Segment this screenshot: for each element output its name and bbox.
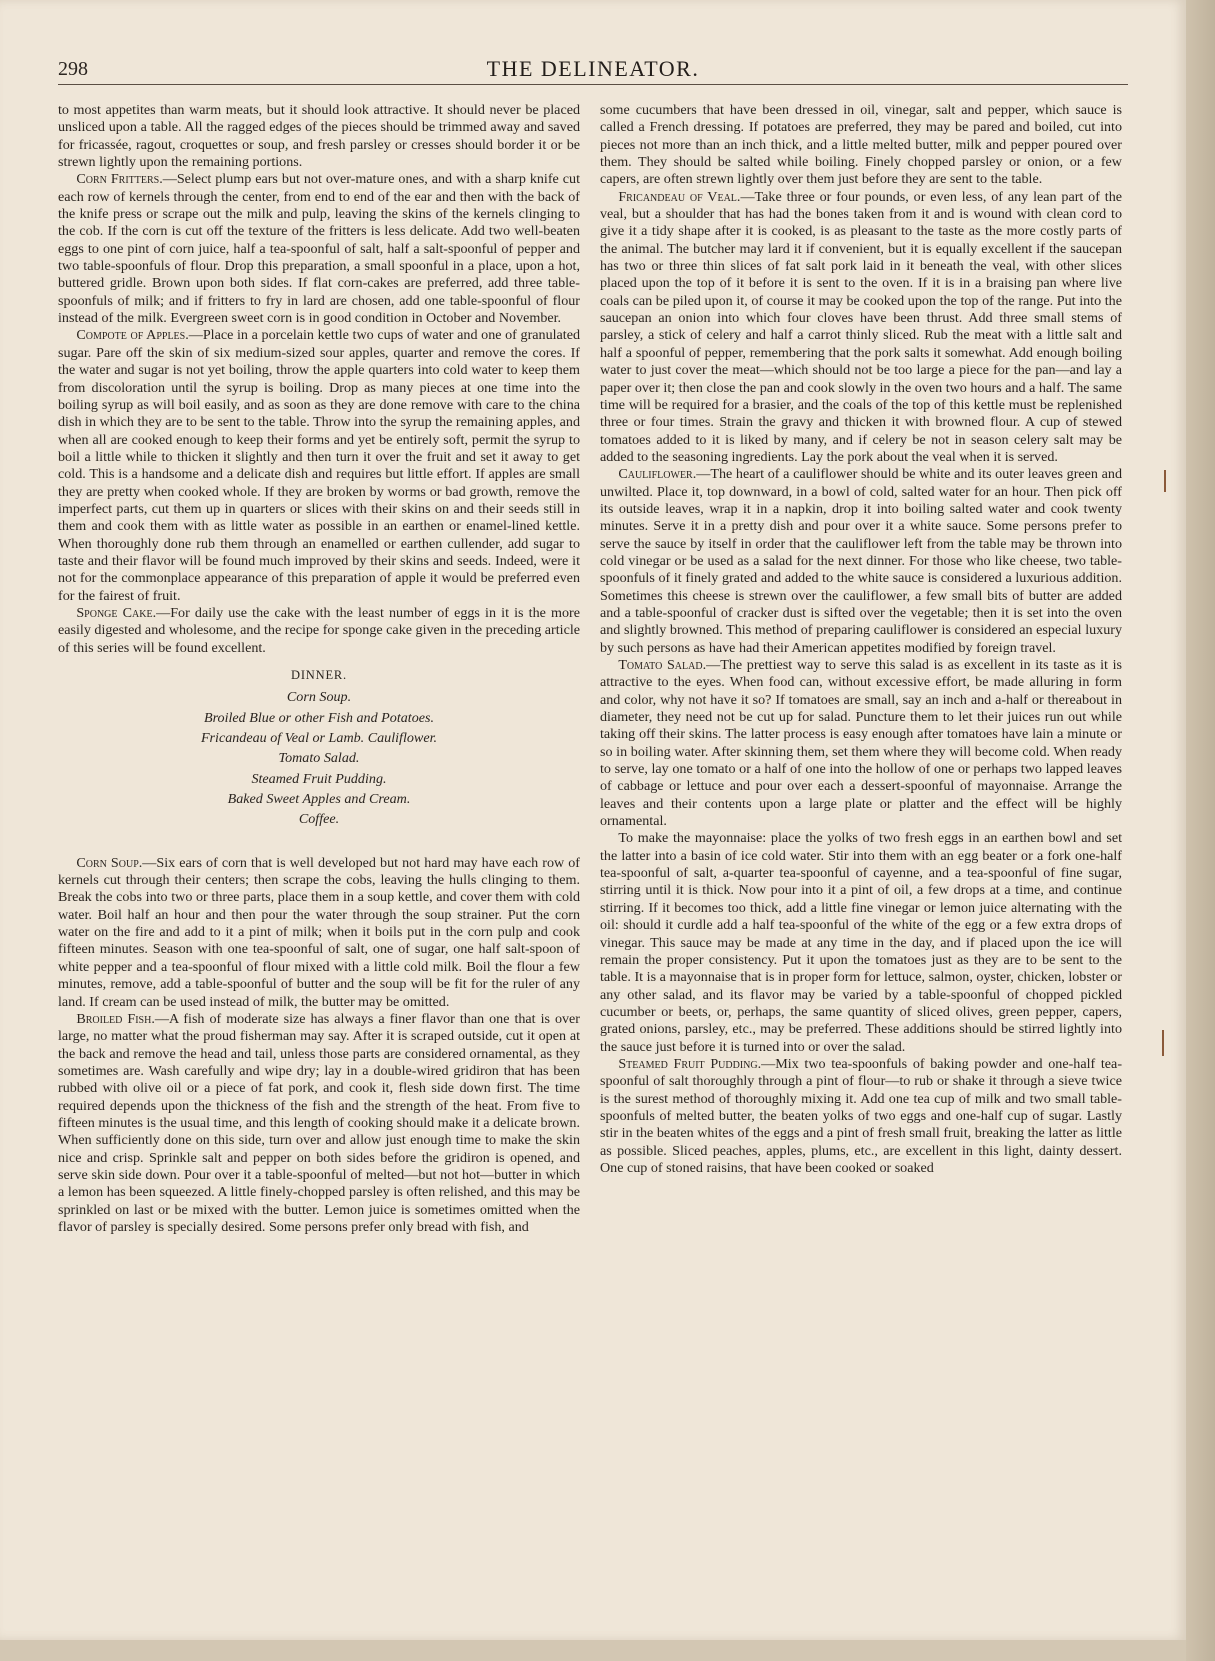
steamed-pudding-recipe xyxy=(600,1056,1122,1177)
recipe-body: —The heart of a cauliflower should be white and its outer leaves green and unwilted. Place it, top downward, in a bowl of cold, salted water for an hour. Then pick off its outside leaves, wrap it in a napkin, drop it into boiling salted water and cook twenty minutes. Serve it in a pretty dish and pour over it a white sauce. Some persons prefer to serve the sauce by itself in order that the cauliflower left from the table may be thrown into cold vinegar or be used as a salad for the next dinner. For those who like cheese, two table-spoonfuls of it finely grated and added to the white sauce is considered a luxurious addition. Sometimes this cheese is strewn over the cauliflower, a few small bits of butter are added and a table-spoonful of cracker dust is sifted over the vegetable; then it is set into the oven and slightly browned. This method of preparing cauliflower is considered an especial luxury by such persons as have had their American appetites modified by foreign travel. xyxy=(600,466,1122,656)
recipe-heading: Corn Soup. xyxy=(76,854,143,871)
menu-item: Corn Soup. xyxy=(286,689,352,706)
compote-recipe xyxy=(58,327,580,605)
recipe-heading: Steamed Fruit Pudding. xyxy=(618,1055,762,1072)
recipe-body: —Six ears of corn that is well developed but not hard may have each row of kernels cut through their centers; then scrape the cobs, leaving the hulls clinging to them. Break the cobs into two or three parts, place them in a soup kettle, and cover them with cold water. Boil half an hour and then pour the water through the soup strainer. Put the corn water on the fire and add to it a pint of milk; when it boils put in the corn pulp and cook fifteen minutes. Season with one tea-spoonful of salt, one of sugar, one half salt-spoon of white pepper and a tea-spoonful of flour mixed with a little cold milk. Boil the flour a few minutes, remove, add a table-spoonful of butter and the soup will be fit for the ruler of any land. If cream can be used instead of milk, the butter may be omitted. xyxy=(58,854,580,1010)
menu-heading: DINNER. xyxy=(291,668,347,682)
recipe-body: —A fish of moderate size has always a finer flavor than one that is over large, no matter what the proud fisherman may say. After it is scraped outside, cut it open at the back and remove the head and tail, unless those parts are considered ornamental, as they sometimes are. Wash carefully and wipe dry; lay in a double-wired gridiron that has been rubbed with olive oil or a piece of fat pork, and cook it, flesh side down first. The time required depends upon the thickness of the fish and the strength of the heat. From five to fifteen minutes is the usual time, and this length of cooking should make it a delicate brown. When sufficiently done on this side, turn over and allow just enough time to make the skin nice and crisp. Sprinkle salt and pepper on both sides before the gridiron is opened, and serve skin side down. Pour over it a table-spoonful of melted—but not hot—butter in which a lemon has been squeezed. A little finely-chopped parsley is often relished, and this may be sprinkled on last or be mixed with the butter. Lemon juice is sometimes omitted when the flavor of parsley is specially desired. Some persons prefer only bread with fish, and xyxy=(58,1010,580,1235)
menu-item: Fricandeau of Veal or Lamb. Cauliflower. xyxy=(200,730,438,747)
recipe-heading: Broiled Fish. xyxy=(76,1010,155,1027)
recipe-body: —The prettiest way to serve this salad is as excellent in its taste as it is attractive to the eyes. When food can, without excessive effort, be made alluring in form and color, why not have it so? If tomatoes are small, say an inch and a-half or thereabout in diameter, they need not be cut up for salad. Puncture them to let their juices run out while taking off their skins. The latter process is easy enough after tomatoes have lain a minute or so in boiling water. After skinning them, set them where they will become cold. When ready to serve, lay one tomato or a half of one into the hollow of one or perhaps two lapped leaves of cabbage or lettuce and pour over each a dessert-spoonful of mayonnaise. Arrange the leaves and their contents upon a large plate or platter and the effect will be highly ornamental. xyxy=(600,657,1122,830)
recipe-heading: Cauliflower. xyxy=(618,466,697,483)
recipe-body: —Select plump ears but not over-mature ones, and with a sharp knife cut each row of kernels through the center, from end to end of the ear and then with the back of the knife press or scrape out the milk and pulp, leaving the skins of the kernels clinging to the cob. If the corn is cut off the texture of the fritters is less delicate. Add two well-beaten eggs to one pint of corn juice, half a tea-spoonful of salt, half a salt-spoonful of pepper and two table-spoonfuls of flour. Drop this preparation, a small spoonful in a place, upon a hot, buttered gridle. Brown upon both sides. If flat corn-cakes are preferred, add three table-spoonfuls of milk; and if fritters to fry in lard are chosen, add one table-spoonful of flour instead of the milk. Evergreen sweet corn is in good condition in October and November. xyxy=(58,171,580,327)
recipe-heading: Corn Fritters. xyxy=(76,171,163,188)
running-title: THE DELINEATOR. xyxy=(486,56,700,81)
recipe-body: —For daily use the cake with the least number of eggs in it is the more easily digested and wholesome, and the recipe for sponge cake given in the preceding article of this series will be found excellent. xyxy=(58,604,580,656)
continued-paragraph: some cucumbers that have been dressed in oil, vinegar, salt and pepper, which sauce is called a French dressing. If potatoes are preferred, they may be pared and boiled, cut into pieces not more than an inch thick, and a little melted butter, milk and pepper poured over them. They should be salted while boiling. Finely chopped parsley or onion, or a few capers, are often strewn lightly over them just before they are sent to the table. xyxy=(600,102,1122,188)
broiled-fish-recipe xyxy=(58,1011,580,1236)
cauliflower-recipe xyxy=(600,466,1122,657)
recipe-body: —Place in a porcelain kettle two cups of water and one of granulated sugar. Pare off the skin of six medium-sized sour apples, quarter and remove the cores. If the water and sugar is not yet boiling, throw the apple quarters into cold water to keep them from discoloration until the syrup is boiling. Drop as many pieces at one time into the boiling syrup as will boil easily, and as soon as they are done remove with care to the china dish in which they are to be sent to the table. Throw into the syrup the remaining apples, and when all are cooked enough to keep their forms and yet be entirely soft, permit the syrup to boil a little while to thicken it slightly and then turn it over the fruit and set it away to get cold. This is a handsome and a delicate dish and requires but little effort. If apples are small they are pretty when cooked whole. If they are broken by worms or bad growth, remove the imperfect parts, cut them up in quarters or slices with their skins on and their seeds still in them and cook them with as little water as possible in an earthen or enamel-lined kettle. When thoroughly done rub them through an enamelled or earthen cullender, add sugar to taste and their flavor will be found much improved by their skins and seeds. Indeed, were it not for the commonplace appearance of this preparation of apple it would be preferred even for the fairest of fruit. xyxy=(58,327,581,604)
recipe-heading: Compote of Apples. xyxy=(76,327,189,344)
recipe-body: —Take three or four pounds, or even less, of any lean part of the veal, but a shoulder that has had the bones taken from it and is wound with clean cord to give it a tidy shape after it is cooked, is as pleasant to the taste as the more costly parts of the animal. The butcher may lard it if convenient, but it is equally excellent if the saucepan has two or three thin slices of fat salt pork laid in it beneath the veal, with other slices placed upon the top of it before it is sent to the oven. If it is in a braising pan where live coals can be piled upon it, of course it may be cooked upon the top of the range. Put into the saucepan an onion into which four cloves have been thrust. Add three small stems of parsley, a stick of celery and half a carrot thinly sliced. Rub the meat with a little salt and half a spoonful of pepper, remembering that the pork salts it somewhat. Add enough boiling water to just cover the meat—which should not be too large a piece for the pan—and lay a paper over it; then close the pan and cook slowly in the oven two hours and a half. The same time will be required for a brasier, and the coals of the top of this kettle must be replenished three or four times. Strain the gravy and thicken it with browned flour. A cup of stewed tomatoes added to it is liked by many, and if celery be not in season celery salt may be added to the seasoning ingredients. Lay the pork about the veal when it is served. xyxy=(600,188,1122,465)
margin-mark xyxy=(1162,1030,1164,1056)
sponge-cake-recipe xyxy=(58,605,580,657)
fricandeau-recipe xyxy=(600,189,1122,467)
dinner-menu xyxy=(58,667,580,829)
menu-item: Coffee. xyxy=(298,811,340,828)
margin-mark xyxy=(1164,470,1166,492)
left-column xyxy=(58,102,580,1236)
intro-paragraph: to most appetites than warm meats, but it should look attractive. It should never be placed unsliced upon a table. All the ragged edges of the pieces should be trimmed away and saved for fricassée, ragout, croquettes or soup, and fresh parsley or cresses should border it or be strewn lightly upon the remaining portions. xyxy=(58,102,580,171)
menu-item: Tomato Salad. xyxy=(278,750,360,767)
page-edge xyxy=(1186,0,1215,1661)
header-rule xyxy=(58,84,1128,85)
menu-item: Baked Sweet Apples and Cream. xyxy=(227,791,411,808)
menu-item: Broiled Blue or other Fish and Potatoes. xyxy=(203,709,435,726)
corn-fritters-recipe xyxy=(58,171,580,327)
mayonnaise-paragraph: To make the mayonnaise: place the yolks of two fresh eggs in an earthen bowl and set the latter into a basin of ice cold water. Stir into them with an egg beater or a fork one-half tea-spoonful of salt, a-quarter tea-spoonful of cayenne, and a tea-spoonful of fine sugar, stirring until it is thick. Now pour into it a pint of oil, a few drops at a time, and continue stirring. If it becomes too thick, add a little fine vinegar or lemon juice alternating with the oil: should it curdle add a half tea-spoonful of the white of the egg or a few extra drops of vinegar. This sauce may be made at any time in the day, and if placed upon the ice will remain the proper consistency. Put it upon the tomatoes just as they are to be sent to the table. It is a mayonnaise that is in proper form for lettuce, salmon, oyster, chicken, lobster or any other salad, and its flavor may be varied by a table-spoonful of chopped pickled cucumber or beets, or, perhaps, the same quantity of sliced olives, green pepper, capers, grated onions, parsley, etc., may be preferred. These additions should be stirred lightly into the sauce just before it is turned into or over the salad. xyxy=(600,830,1122,1055)
corn-soup-recipe xyxy=(58,855,580,1011)
recipe-heading: Fricandeau of Veal. xyxy=(618,188,741,205)
tomato-salad-recipe xyxy=(600,657,1122,830)
recipe-body: —Mix two tea-spoonfuls of baking powder and one-half tea-spoonful of salt thoroughly through a pint of flour—to rub or shake it through a sieve twice is the surest method of thoroughly mixing it. Add one tea cup of milk and two small table-spoonfuls of melted butter, the beaten yolks of two eggs and one-half cup of sugar. Lastly stir in the beaten whites of the eggs and a pint of fresh small fruit, breaking the latter as little as possible. Sliced peaches, apples, plums, etc., are excellent in this light, dainty dessert. One cup of stoned raisins, that have been cooked or soaked xyxy=(600,1055,1123,1176)
page-bottom-edge xyxy=(0,1640,1186,1661)
menu-item: Steamed Fruit Pudding. xyxy=(251,770,387,787)
recipe-heading: Sponge Cake. xyxy=(76,604,157,621)
recipe-heading: Tomato Salad. xyxy=(618,657,707,673)
right-column xyxy=(600,102,1122,1177)
page-number: 298 xyxy=(58,58,88,80)
page-header xyxy=(58,54,1128,84)
